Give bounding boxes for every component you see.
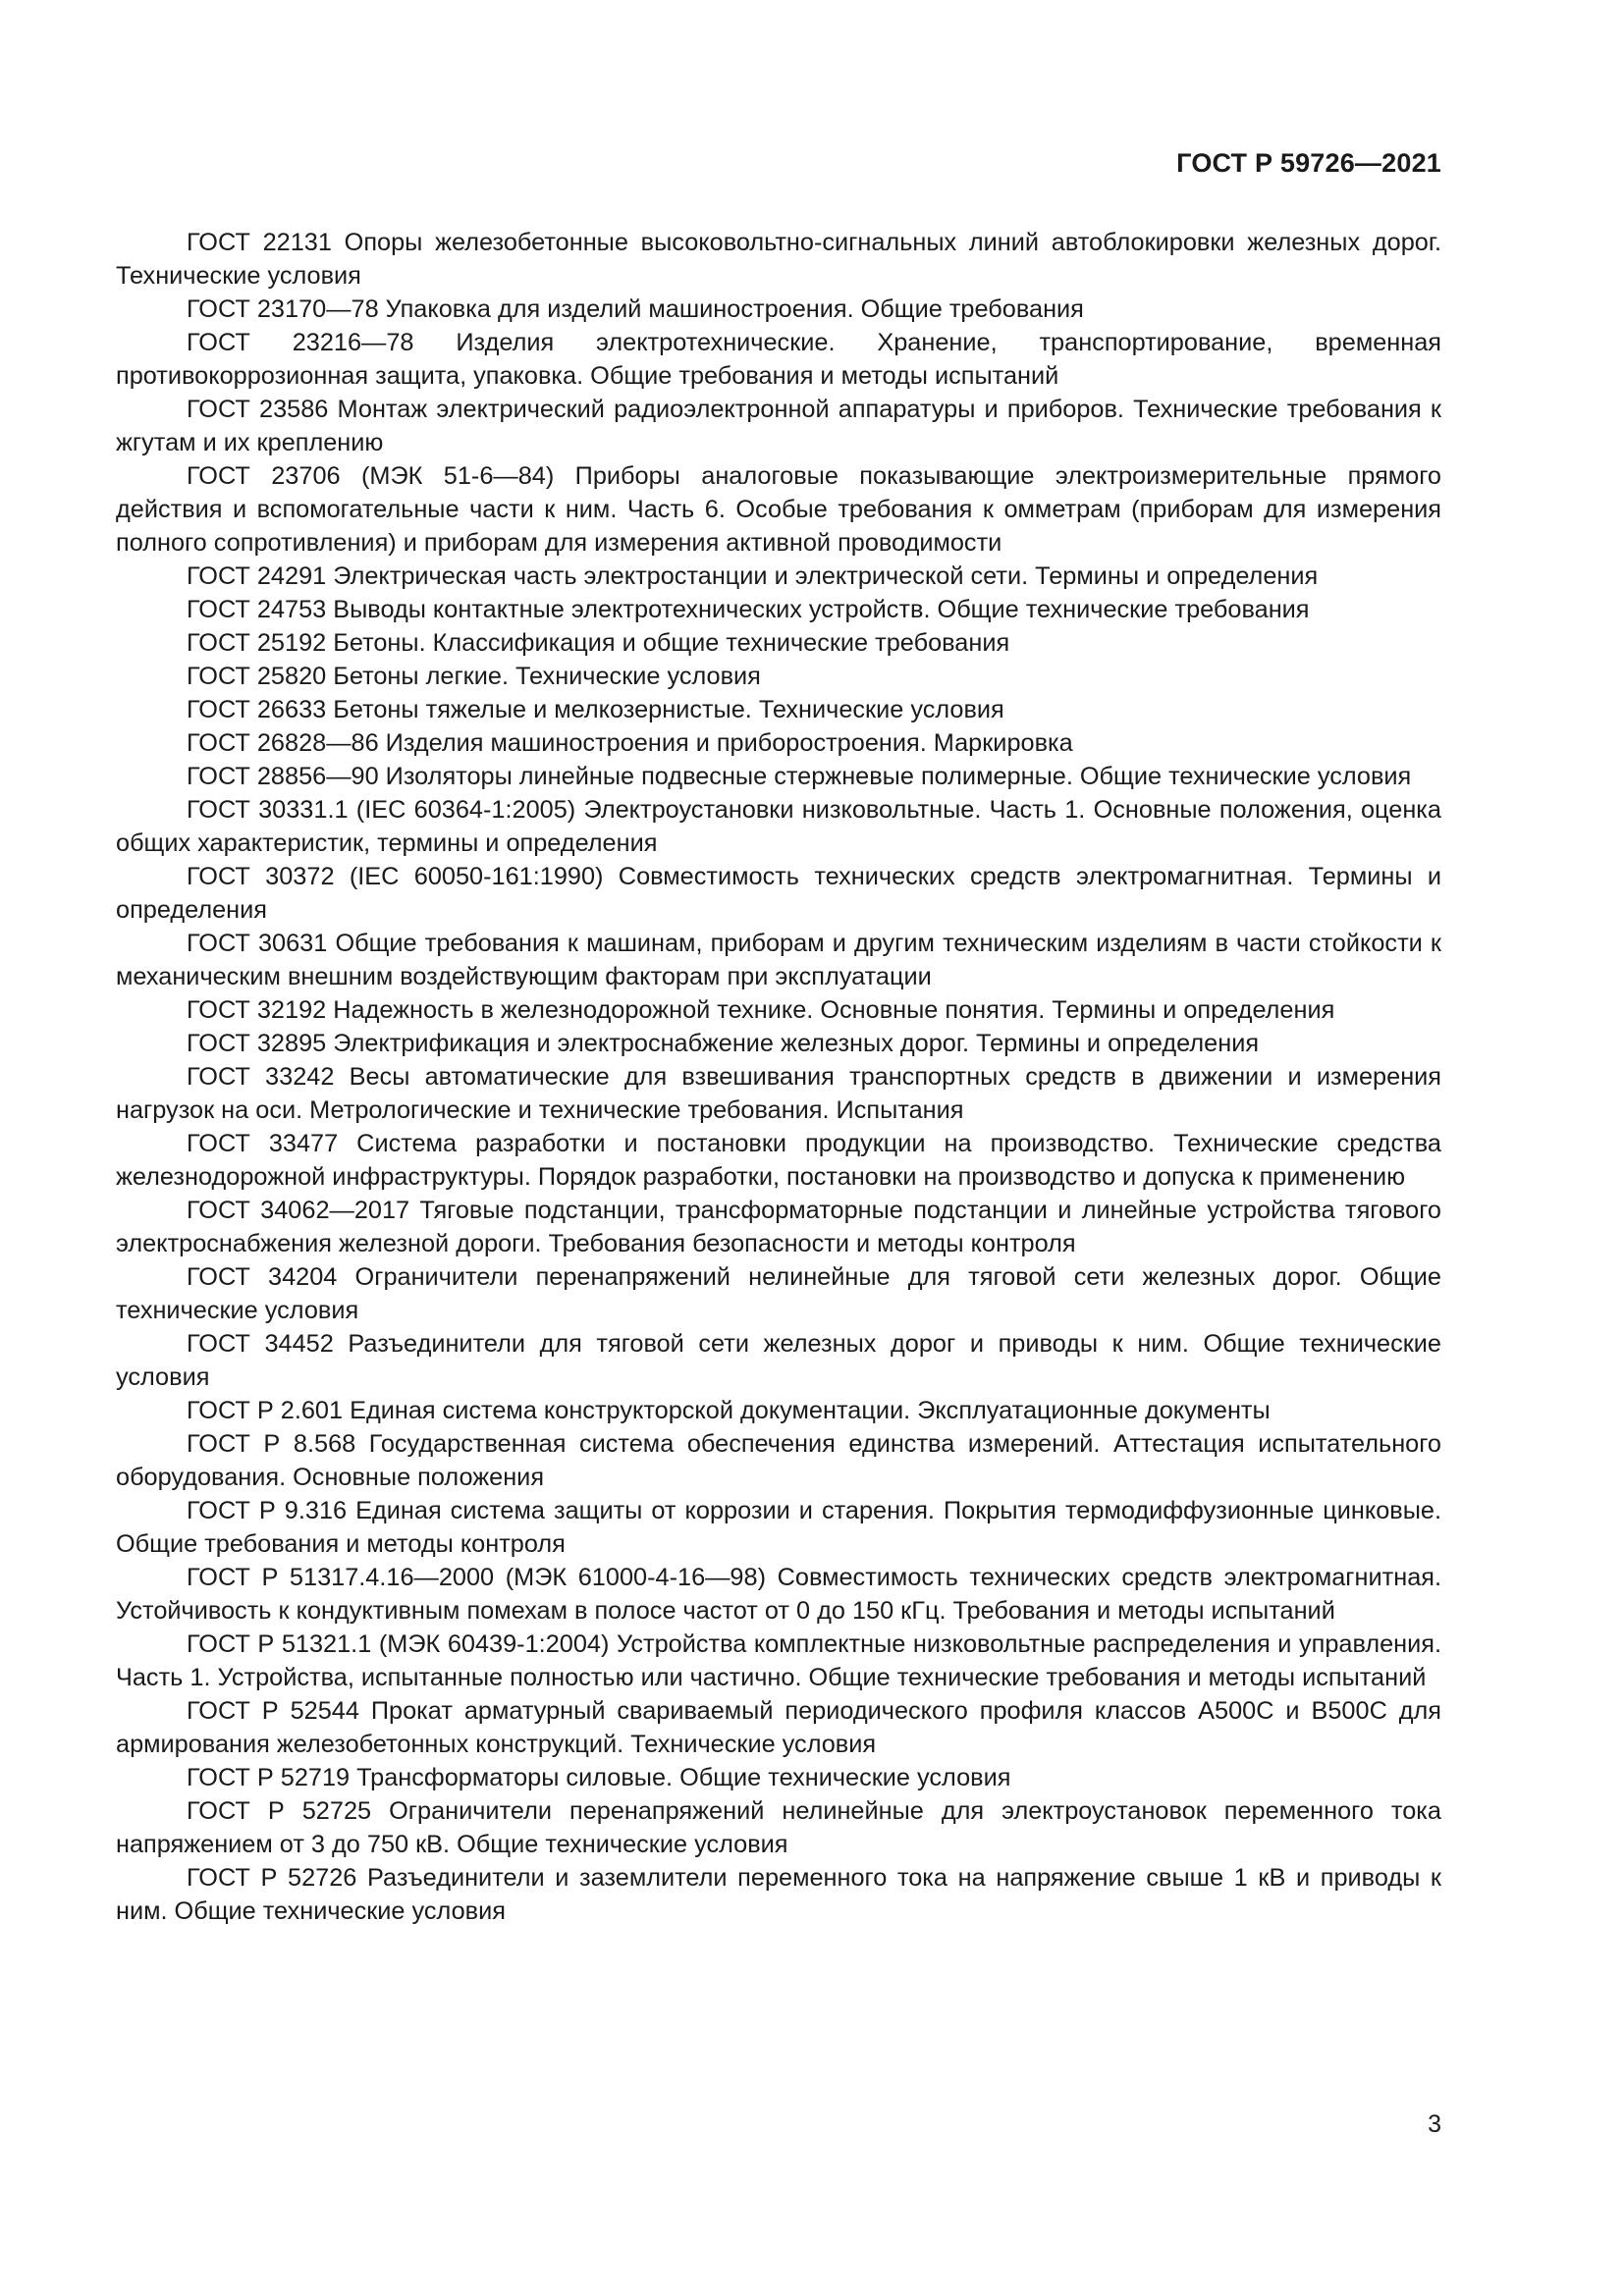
reference-entry: ГОСТ 28856—90 Изоляторы линейные подвесные стержневые полимерные. Общие технические условия [187,763,1412,790]
reference-entry: ГОСТ 34452 Разъединители для тяговой сети железных дорог и приводы к ним. Общие технические условия [116,1330,1441,1391]
reference-entry: ГОСТ 33477 Система разработки и постановки продукции на производство. Технические средства железнодорожной инфраструктуры. Порядок разработки, постановки на производство и допуска к применению [116,1130,1441,1191]
reference-entry: ГОСТ 23216—78 Изделия электротехнические. Хранение, транспортирование, временная противокоррозионная защита, упаковка. Общие требования и методы испытаний [116,329,1441,390]
reference-entry: ГОСТ Р 52544 Прокат арматурный свариваемый периодического профиля классов А500С и В500С для армирования железобетонных конструкций. Технические условия [116,1697,1441,1758]
reference-entry: ГОСТ Р 8.568 Государственная система обеспечения единства измерений. Аттестация испытательного оборудования. Основные положения [116,1430,1441,1491]
document-code-header: ГОСТ Р 59726—2021 [1176,148,1441,178]
reference-entry: ГОСТ 32192 Надежность в железнодорожной технике. Основные понятия. Термины и определения [187,996,1335,1024]
reference-entry: ГОСТ 26828—86 Изделия машиностроения и приборостроения. Маркировка [187,729,1073,757]
reference-entry: ГОСТ Р 52719 Трансформаторы силовые. Общие технические условия [187,1764,1011,1791]
reference-entry: ГОСТ 24753 Выводы контактные электротехнических устройств. Общие технические требования [187,596,1310,623]
reference-entry: ГОСТ 26633 Бетоны тяжелые и мелкозернистые. Технические условия [187,696,1004,723]
reference-entry: ГОСТ 23586 Монтаж электрический радиоэлектронной аппаратуры и приборов. Технические требования к жгутам и их креплению [116,396,1441,456]
reference-entry: ГОСТ 23706 (МЭК 51-6—84) Приборы аналоговые показывающие электроизмерительные прямого действия и вспомогательные части к ним. Часть 6. Особые требования к омметрам (приборам для измерения полного сопротивления) и приборам для измерения активной проводимости [116,462,1441,557]
reference-entry: ГОСТ 30331.1 (IEC 60364-1:2005) Электроустановки низковольтные. Часть 1. Основные положения, оценка общих характеристик, термины и определения [116,796,1441,857]
reference-entry: ГОСТ Р 51317.4.16—2000 (МЭК 61000-4-16—98) Совместимость технических средств электромагнитная. Устойчивость к кондуктивным помехам в полосе частот от 0 до 150 кГц. Требования и методы испытаний [116,1564,1441,1625]
reference-entry: ГОСТ Р 51321.1 (МЭК 60439-1:2004) Устройства комплектные низковольтные распределения и управления. Часть 1. Устройства, испытанные полностью или частично. Общие технические требования и методы испытаний [116,1630,1441,1691]
reference-entry: ГОСТ 25820 Бетоны легкие. Технические условия [187,663,761,690]
reference-entry: ГОСТ 22131 Опоры железобетонные высоковольтно-сигнальных линий автоблокировки железных дорог. Технические условия [116,229,1441,290]
reference-entry: ГОСТ 30631 Общие требования к машинам, приборам и другим техническим изделиям в части стойкости к механическим внешним воздействующим факторам при эксплуатации [116,930,1441,990]
reference-entry: ГОСТ Р 9.316 Единая система защиты от коррозии и старения. Покрытия термодиффузионные цинковые. Общие требования и методы контроля [116,1497,1441,1558]
reference-entry: ГОСТ Р 52726 Разъединители и заземлители переменного тока на напряжение свыше 1 кВ и приводы к ним. Общие технические условия [116,1864,1441,1925]
reference-entry: ГОСТ 33242 Весы автоматические для взвешивания транспортных средств в движении и измерения нагрузок на оси. Метрологические и технические требования. Испытания [116,1063,1441,1124]
reference-entry: ГОСТ 32895 Электрификация и электроснабжение железных дорог. Термины и определения [187,1030,1260,1057]
reference-entry: ГОСТ 24291 Электрическая часть электростанции и электрической сети. Термины и определения [187,562,1319,590]
reference-entry: ГОСТ 34062—2017 Тяговые подстанции, трансформаторные подстанции и линейные устройства тягового электроснабжения железной дороги. Требования безопасности и методы контроля [116,1197,1441,1257]
reference-entry: ГОСТ 30372 (IEC 60050-161:1990) Совместимость технических средств электромагнитная. Термины и определения [116,863,1441,924]
page-number: 3 [1428,2110,1441,2138]
reference-entry: ГОСТ 34204 Ограничители перенапряжений нелинейные для тяговой сети железных дорог. Общие технические условия [116,1263,1441,1324]
reference-entry: ГОСТ Р 2.601 Единая система конструкторской документации. Эксплуатационные документы [187,1397,1271,1424]
normative-references-list [116,226,1441,1928]
reference-entry: ГОСТ 25192 Бетоны. Классификация и общие технические требования [187,629,1010,657]
reference-entry: ГОСТ 23170—78 Упаковка для изделий машиностроения. Общие требования [187,295,1084,323]
reference-entry: ГОСТ Р 52725 Ограничители перенапряжений нелинейные для электроустановок переменного тока напряжением от 3 до 750 кВ. Общие технические условия [116,1797,1441,1858]
